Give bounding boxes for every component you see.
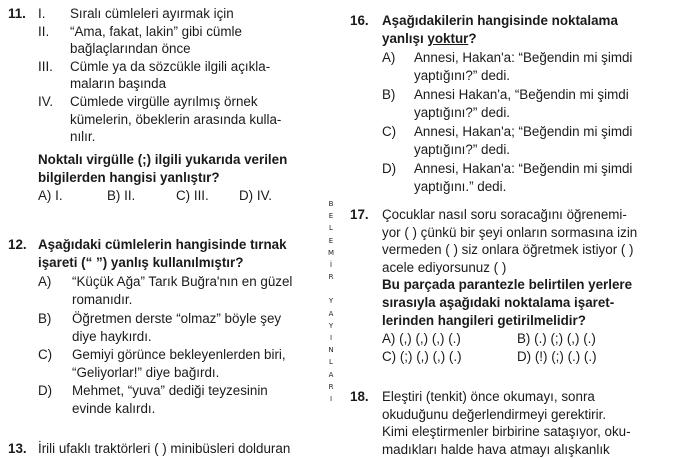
- option-c-letter[interactable]: C): [38, 347, 53, 362]
- option-a-letter[interactable]: A): [38, 274, 52, 289]
- question-number: 12.: [8, 237, 27, 252]
- spine-gap: [325, 283, 337, 295]
- option-b-text[interactable]: diye haykırdı.: [72, 328, 152, 344]
- question-stem: bilgilerden hangisi yanlıştır?: [38, 169, 220, 185]
- item-line: maların başında: [70, 76, 167, 92]
- roman-numeral: III.: [38, 58, 53, 74]
- item-line: Sıralı cümleleri ayırmak için: [70, 6, 234, 21]
- question-stem: sırasıyla aşağıdaki noktalama işaret-: [382, 295, 615, 310]
- passage-line: Çocuklar nasıl soru soracağını öğrenemi-: [382, 207, 627, 222]
- option-a-text[interactable]: romanıdır.: [72, 291, 133, 307]
- spine-letter: R: [328, 273, 334, 282]
- spine-letter: L: [329, 358, 333, 367]
- option-c-letter[interactable]: C): [382, 124, 397, 139]
- spine-letter: E: [328, 236, 334, 245]
- item-line: Cümle ya da sözcükle ilgili açıkla-: [70, 58, 271, 74]
- passage-line: madıkları halde hava atmayı alışkanlık: [382, 441, 610, 457]
- question-number: 17.: [350, 207, 369, 222]
- option-c[interactable]: C) III.: [176, 188, 209, 203]
- question-number: 18.: [350, 389, 369, 404]
- item-line: kümelerin, öbeklerin arasında kulla-: [70, 111, 282, 127]
- spine-letter: L: [329, 224, 333, 233]
- stem-text: yanlışı: [382, 30, 428, 46]
- item-line: nılır.: [70, 129, 96, 145]
- roman-numeral: II.: [38, 23, 50, 39]
- question-stem: Aşağıdakilerin hangisinde noktalama: [382, 13, 618, 28]
- question-number: 16.: [350, 13, 369, 28]
- option-d-letter[interactable]: D): [38, 383, 53, 398]
- option-b-text[interactable]: yaptığını?” dedi.: [414, 104, 511, 120]
- spine-letter: E: [328, 212, 334, 221]
- spine-letter: I: [329, 395, 333, 404]
- passage-line: acele ediyorsunuz ( ): [382, 259, 507, 275]
- spine-letter: N: [328, 346, 334, 355]
- spine-letter: Y: [328, 297, 334, 306]
- option-d-text[interactable]: evinde kalırdı.: [72, 400, 156, 416]
- question-stem: işareti (“ ”) yanlış kullanılmıştır?: [38, 254, 244, 270]
- question-number: 13.: [8, 441, 27, 456]
- passage-line: Eleştiri (tenkit) önce okumayı, sonra: [382, 389, 595, 404]
- option-d-text[interactable]: yaptığını.” dedi.: [414, 178, 507, 194]
- option-b-text[interactable]: Öğretmen derste “olmaz” böyle şey: [72, 311, 282, 326]
- roman-numeral: I.: [38, 6, 46, 21]
- spine-letter: R: [328, 382, 334, 391]
- item-line: “Ama, fakat, lakin” gibi cümle: [70, 23, 242, 39]
- option-d-text[interactable]: Mehmet, “yuva” dediği teyzesinin: [72, 383, 268, 398]
- option-c-text[interactable]: Gemiyi görünce bekleyenlerden biri,: [72, 347, 286, 362]
- stem-text: ?: [468, 30, 477, 46]
- option-d-text[interactable]: Annesi, Hakan'a: “Beğendin mi şimdi: [414, 161, 633, 176]
- option-d-letter[interactable]: D): [382, 161, 397, 176]
- item-line: bağlaçlarından önce: [70, 41, 191, 57]
- publisher-spine: [325, 198, 337, 405]
- item-line: Cümlede virgülle ayrılmış örnek: [70, 94, 258, 109]
- option-a-letter[interactable]: A): [382, 50, 396, 65]
- question-number: 11.: [8, 6, 26, 21]
- option-d[interactable]: D) (!) (;) (.) (.): [517, 349, 597, 364]
- option-a[interactable]: A) I.: [38, 188, 63, 203]
- spine-letter: Y: [328, 321, 334, 330]
- option-a-text[interactable]: “Küçük Ağa” Tarık Buğra'nın en güzel: [72, 274, 293, 289]
- option-b-text[interactable]: Annesi Hakan'a, “Beğendin mi şimdi: [414, 87, 629, 102]
- spine-letter: I: [329, 334, 333, 343]
- option-c-text[interactable]: yaptığını?” dedi.: [414, 141, 511, 157]
- question-stem: Noktalı virgülle (;) ilgili yukarıda verilen: [38, 152, 288, 167]
- spine-letter: B: [328, 200, 334, 208]
- question-stem: Bu parçada parantezle belirtilen yerlere: [382, 277, 633, 293]
- option-c-text[interactable]: Annesi, Hakan'a; “Beğendin mi şimdi: [414, 124, 633, 139]
- question-stem: Aşağıdaki cümlelerin hangisinde tırnak: [38, 237, 287, 252]
- option-b-letter[interactable]: B): [382, 87, 396, 102]
- spine-letter: A: [328, 370, 334, 379]
- roman-numeral: IV.: [38, 94, 54, 109]
- option-a-text[interactable]: Annesi, Hakan'a: “Beğendin mi şimdi: [414, 50, 633, 65]
- stem-underlined-word: yoktur: [427, 30, 469, 46]
- option-b-letter[interactable]: B): [38, 311, 52, 326]
- option-d[interactable]: D) IV.: [239, 188, 272, 203]
- option-c[interactable]: C) (;) (,) (,) (.): [382, 349, 462, 364]
- option-a-text[interactable]: yaptığını?” dedi.: [414, 67, 511, 83]
- passage-line: yor ( ) çünkü bir şeyi onların sormasına izin: [382, 224, 638, 240]
- question-stem: [382, 30, 477, 48]
- option-c-text[interactable]: “Geliyorlar!” diye bağırdı.: [72, 364, 220, 380]
- passage-line: okuduğunu değerlendirmeyi gerektirir.: [382, 406, 607, 422]
- question-text: İrili ufaklı traktörleri ( ) minibüsleri dolduran: [38, 441, 291, 456]
- option-b[interactable]: B) II.: [107, 188, 136, 203]
- option-a[interactable]: A) (,) (,) (,) (.): [382, 331, 461, 346]
- passage-line: Kimi eleştirmenler birbirine sataşıyor, oku-: [382, 424, 631, 440]
- spine-letter: A: [328, 309, 334, 318]
- question-stem: lerinden hangileri getirilmelidir?: [382, 312, 586, 328]
- spine-letter: M: [327, 248, 335, 257]
- spine-letter: İ: [329, 261, 333, 270]
- option-b[interactable]: B) (.) (;) (,) (.): [517, 331, 596, 346]
- passage-line: vermeden ( ) siz onlara öğretmek istiyor ( ): [382, 242, 634, 258]
